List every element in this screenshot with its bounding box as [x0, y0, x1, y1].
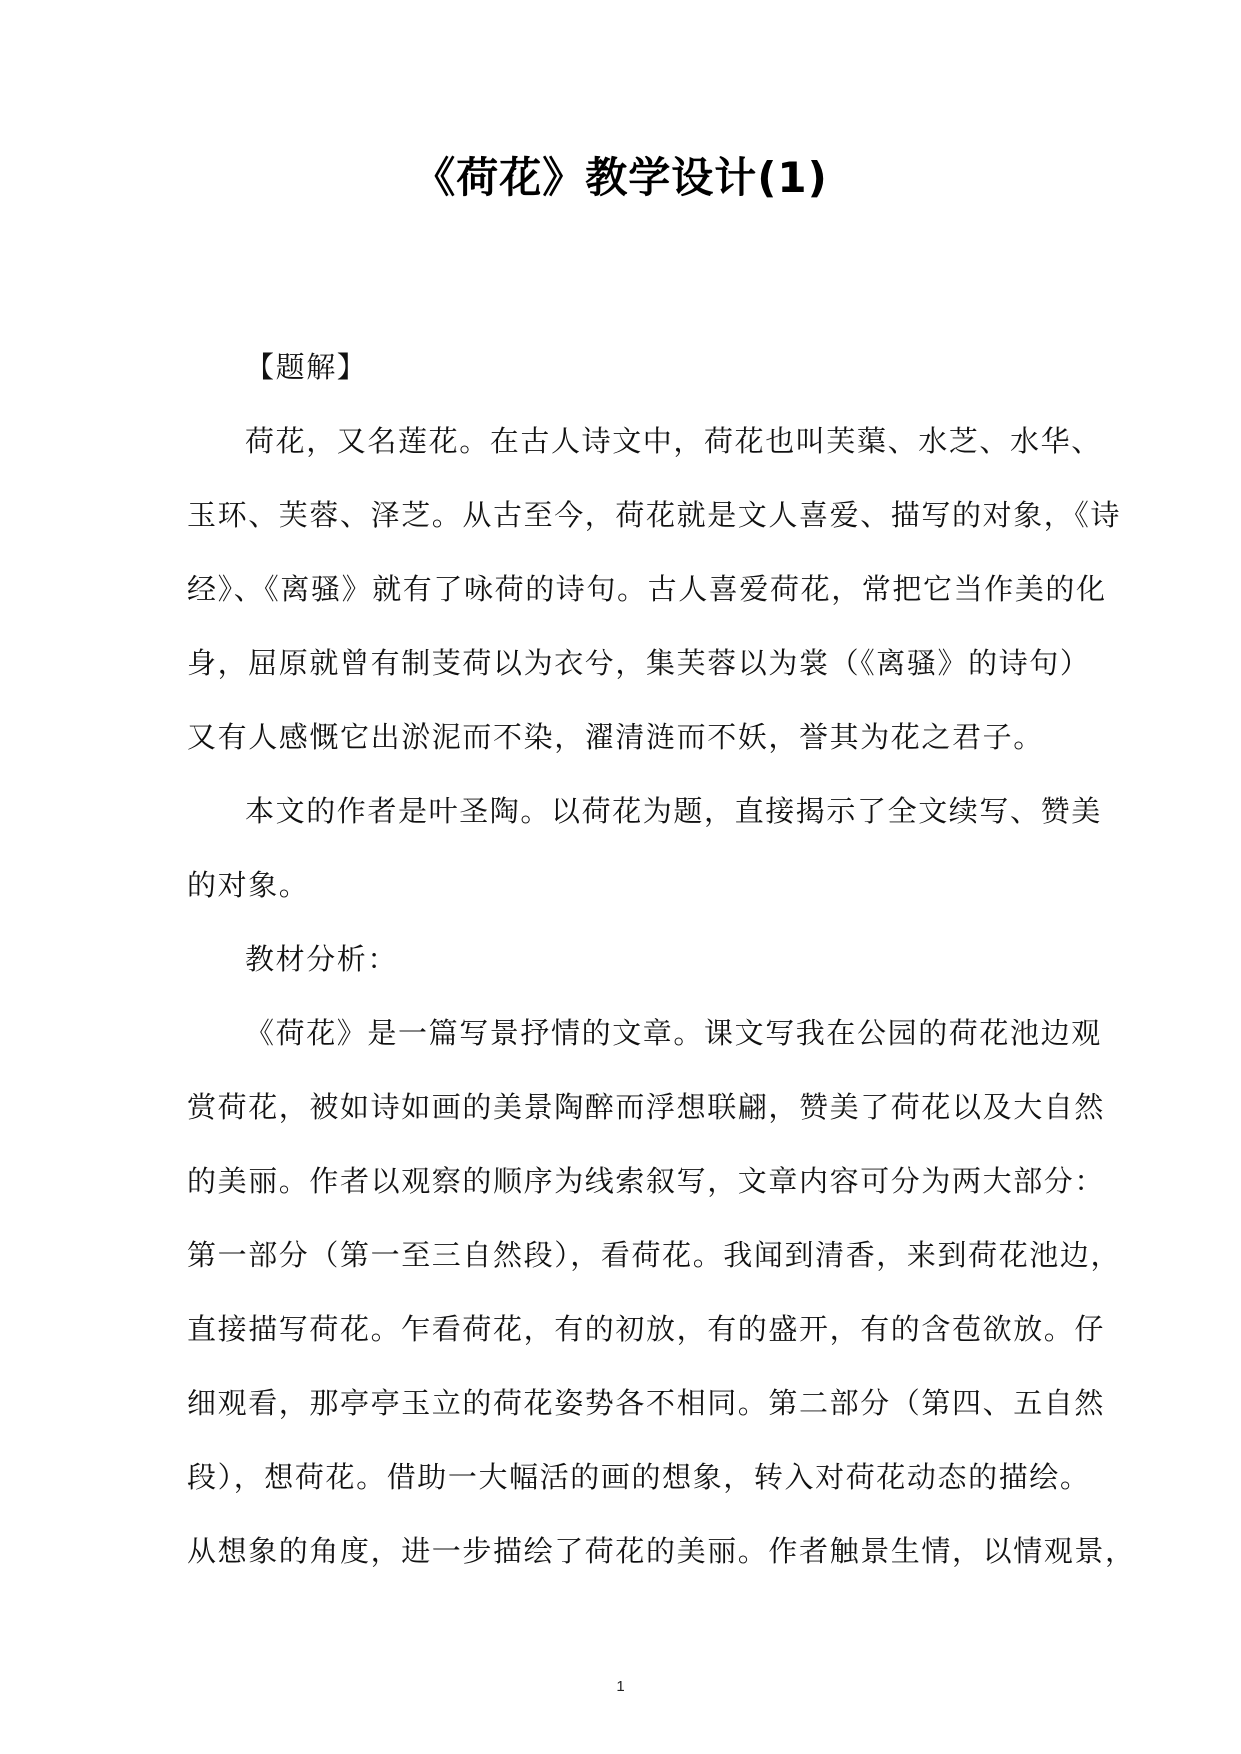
paragraph-line: 段），想荷花。借助一大幅活的画的想象，转入对荷花动态的描绘。 [187, 1460, 1091, 1494]
paragraph-line: 《荷花》是一篇写景抒情的文章。课文写我在公园的荷花池边观 [245, 1016, 1102, 1050]
paragraph-line: 的美丽。作者以观察的顺序为线索叙写，文章内容可分为两大部分： [187, 1164, 1106, 1198]
paragraph-line: 荷花，又名莲花。在古人诗文中，荷花也叫芙蕖、水芝、水华、 [245, 424, 1102, 458]
paragraph-line: 又有人感慨它出淤泥而不染，濯清涟而不妖，誉其为花之君子。 [187, 720, 1044, 754]
section-heading-analysis: 教材分析： [245, 942, 399, 976]
page-number: 1 [616, 1678, 625, 1695]
document-title: 《荷花》教学设计(1) [413, 153, 828, 202]
paragraph-line: 直接描写荷花。乍看荷花，有的初放，有的盛开，有的含苞欲放。仔 [187, 1312, 1106, 1346]
paragraph-line: 第一部分（第一至三自然段），看荷花。我闻到清香，来到荷花池边， [187, 1238, 1122, 1272]
document-body [187, 330, 1136, 1588]
section-heading-tijie: 【题解】 [245, 350, 368, 384]
paragraph-line: 赏荷花，被如诗如画的美景陶醉而浮想联翩，赞美了荷花以及大自然 [187, 1090, 1106, 1124]
paragraph-line: 的对象。 [187, 868, 310, 902]
paragraph-line: 玉环、芙蓉、泽芝。从古至今，荷花就是文人喜爱、描写的对象，《诗 [187, 498, 1122, 532]
paragraph-line: 细观看，那亭亭玉立的荷花姿势各不相同。第二部分（第四、五自然 [187, 1386, 1106, 1420]
paragraph-line: 从想象的角度，进一步描绘了荷花的美丽。作者触景生情，以情观景， [187, 1534, 1136, 1568]
paragraph-line: 经》、《离骚》就有了咏荷的诗句。古人喜爱荷花，常把它当作美的化 [187, 572, 1107, 606]
paragraph-line: 本文的作者是叶圣陶。以荷花为题，直接揭示了全文续写、赞美 [245, 794, 1102, 828]
paragraph-line: 身，屈原就曾有制芰荷以为衣兮，集芙蓉以为裳（《离骚》的诗句） [187, 646, 1091, 680]
